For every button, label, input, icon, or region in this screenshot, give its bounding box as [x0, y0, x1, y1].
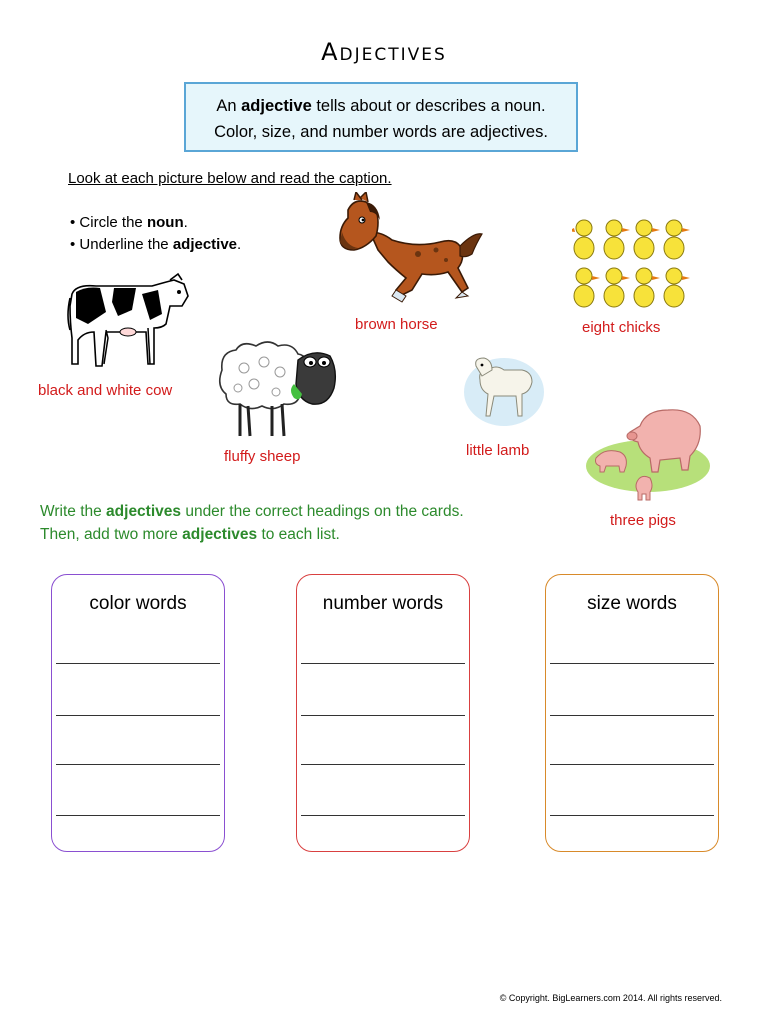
horse-illustration [336, 192, 486, 310]
bullet-text: • Circle the [70, 214, 147, 231]
caption-cow: black and white cow [38, 382, 173, 399]
caption-lamb: little lamb [466, 442, 530, 459]
instruction-heading: Look at each picture below and read the caption. [68, 170, 392, 187]
bullet-text: . [237, 236, 242, 253]
task-keyword: adjectives [106, 503, 182, 520]
bullet-keyword: adjective [172, 236, 238, 253]
definition-keyword: adjective [241, 97, 312, 115]
task-text: Then, add two more [40, 526, 183, 543]
bullet-underline-adjective [70, 236, 241, 253]
definition-line-1 [186, 93, 576, 119]
write-line[interactable] [56, 663, 220, 664]
task-text: Write the [40, 503, 107, 520]
task-keyword: adjectives [182, 526, 258, 543]
bullet-keyword: noun [146, 214, 184, 231]
lamb-illustration [462, 352, 546, 428]
caption-pigs: three pigs [610, 512, 676, 529]
task-line-1 [40, 500, 464, 523]
bullet-circle-noun [70, 214, 188, 231]
write-line[interactable] [301, 815, 465, 816]
write-line[interactable] [56, 764, 220, 765]
write-line[interactable] [56, 815, 220, 816]
write-line[interactable] [550, 815, 714, 816]
write-line[interactable] [301, 764, 465, 765]
definition-line-2: Color, size, and number words are adjectives. [214, 123, 548, 141]
copyright-footer: © Copyright. BigLearners.com 2014. All rights reserved. [499, 993, 722, 1003]
card-number-words [296, 574, 470, 852]
task-text: to each list. [257, 526, 340, 543]
caption-sheep: fluffy sheep [224, 448, 301, 465]
caption-horse: brown horse [355, 316, 438, 333]
definition-text: tells about or describes a noun. [311, 97, 546, 115]
sheep-illustration [214, 340, 340, 440]
definition-text: An [216, 97, 242, 115]
pigs-illustration [584, 400, 714, 506]
task-text: under the correct headings on the cards. [181, 503, 464, 520]
bullet-text: • Underline the [70, 236, 173, 253]
cow-illustration [66, 266, 190, 378]
page-title: Adjectives [321, 38, 447, 66]
write-line[interactable] [550, 764, 714, 765]
task-line-2 [40, 523, 340, 546]
write-line[interactable] [301, 715, 465, 716]
chicks-illustration [572, 216, 694, 312]
card-title: color words [89, 593, 187, 614]
write-line[interactable] [301, 663, 465, 664]
definition-box [184, 82, 578, 152]
write-line[interactable] [550, 663, 714, 664]
caption-chicks: eight chicks [582, 319, 661, 336]
card-title: size words [587, 593, 677, 614]
write-line[interactable] [56, 715, 220, 716]
card-title: number words [322, 593, 444, 614]
bullet-text: . [183, 214, 188, 231]
card-color-words [51, 574, 225, 852]
card-size-words [545, 574, 719, 852]
write-line[interactable] [550, 715, 714, 716]
